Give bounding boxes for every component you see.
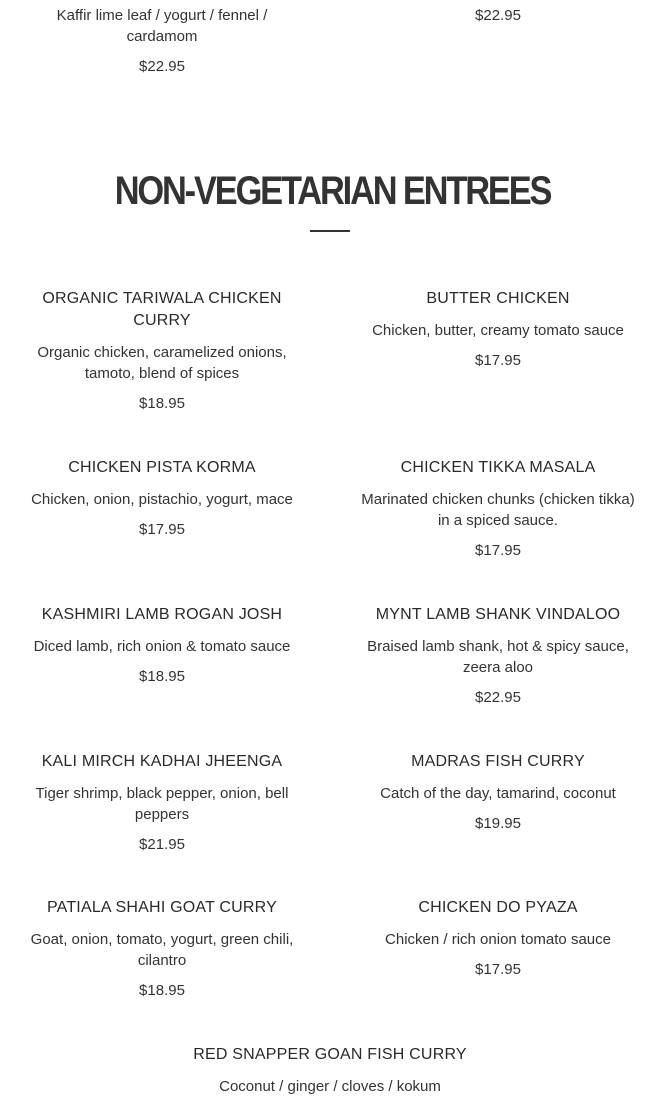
- item-description: Organic chicken, caramelized onions, tamoto, blend of spices: [37, 344, 287, 382]
- item-name: CHICKEN DO PYAZA: [418, 899, 578, 916]
- menu-item-chicken-pista-korma: [30, 457, 294, 540]
- menu-item-organic-tariwala-chicken-curry: [30, 288, 294, 414]
- menu-item-mynt-lamb-shank-vindaloo: [358, 604, 638, 708]
- item-price: $18.95: [139, 982, 185, 999]
- menu-item-madras-fish-curry: [358, 751, 638, 834]
- item-price: $17.95: [475, 961, 521, 978]
- item-price: $17.95: [475, 352, 521, 369]
- item-price: $21.95: [139, 836, 185, 853]
- item-description: Braised lamb shank, hot & spicy sauce, zeera aloo: [367, 638, 629, 676]
- menu-item-prev-left: [30, 5, 294, 77]
- item-description: Chicken / rich onion tomato sauce: [385, 931, 611, 948]
- item-description: Diced lamb, rich onion & tomato sauce: [33, 638, 291, 655]
- item-name: KALI MIRCH KADHAI JHEENGA: [41, 753, 283, 770]
- item-name: ORGANIC TARIWALA CHICKEN CURRY: [42, 290, 282, 329]
- title-divider: [310, 230, 350, 232]
- item-name: BUTTER CHICKEN: [426, 290, 570, 307]
- menu-item-patiala-shahi-goat-curry: [30, 897, 294, 1001]
- item-description: Marinated chicken chunks (chicken tikka) in a spiced sauce.: [361, 491, 635, 529]
- item-description: Chicken, butter, creamy tomato sauce: [372, 322, 624, 339]
- menu-item-butter-chicken: [358, 288, 638, 371]
- item-name: RED SNAPPER GOAN FISH CURRY: [193, 1046, 467, 1063]
- menu-item-red-snapper-goan-fish-curry: [130, 1044, 530, 1097]
- item-description: Kaffir lime leaf / yogurt / fennel / cardamom: [56, 7, 268, 45]
- menu-item-chicken-tikka-masala: [358, 457, 638, 561]
- menu-item-kali-mirch-kadhai-jheenga: [30, 751, 294, 855]
- item-price: $18.95: [139, 395, 185, 412]
- item-description: Chicken, onion, pistachio, yogurt, mace: [31, 491, 293, 508]
- item-price: $17.95: [139, 521, 185, 538]
- item-name: KASHMIRI LAMB ROGAN JOSH: [41, 606, 283, 623]
- item-price: $17.95: [475, 542, 521, 559]
- item-price: $22.95: [139, 58, 185, 75]
- item-name: CHICKEN TIKKA MASALA: [400, 459, 596, 476]
- item-name: MYNT LAMB SHANK VINDALOO: [375, 606, 621, 623]
- item-price: $22.95: [475, 7, 521, 24]
- item-price: $19.95: [475, 815, 521, 832]
- item-price: $22.95: [475, 689, 521, 706]
- item-description: Goat, onion, tomato, yogurt, green chili, cilantro: [30, 931, 294, 969]
- menu-item-prev-right: [358, 5, 638, 26]
- menu-item-chicken-do-pyaza: [358, 897, 638, 980]
- item-name: PATIALA SHAHI GOAT CURRY: [46, 899, 278, 916]
- item-price: $18.95: [139, 668, 185, 685]
- item-name: CHICKEN PISTA KORMA: [68, 459, 256, 476]
- section-title: NON-VEGETARIAN ENTREES: [114, 169, 551, 213]
- item-description: Catch of the day, tamarind, coconut: [380, 785, 616, 802]
- item-name: MADRAS FISH CURRY: [411, 753, 585, 770]
- item-description: Coconut / ginger / cloves / kokum: [219, 1078, 441, 1095]
- item-description: Tiger shrimp, black pepper, onion, bell peppers: [35, 785, 289, 823]
- menu-item-kashmiri-lamb-rogan-josh: [30, 604, 294, 687]
